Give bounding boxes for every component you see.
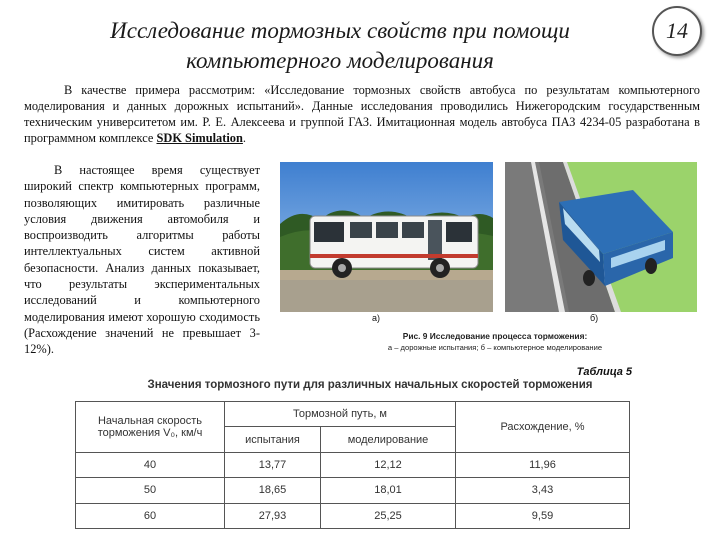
cell-diff: 3,43	[456, 478, 630, 503]
figure-label-b: б)	[590, 313, 599, 323]
figure-caption	[370, 331, 620, 353]
cell-model: 18,01	[321, 478, 456, 503]
intro-end: .	[242, 131, 247, 145]
cell-speed: 60	[76, 503, 225, 528]
table-row	[76, 478, 630, 503]
table-number: Таблица 5	[576, 366, 632, 378]
header-model: моделирование	[321, 427, 456, 452]
header-braking-distance: Тормозной путь, м	[225, 402, 456, 427]
cell-speed: 40	[76, 452, 225, 477]
cell-diff: 9,59	[456, 503, 630, 528]
table-row	[76, 503, 630, 528]
figure-label-a: а)	[372, 313, 381, 323]
header-test: испытания	[225, 427, 321, 452]
road-test-photo	[280, 162, 493, 312]
page-number-badge: 14	[652, 6, 702, 56]
simulation-photo	[505, 162, 697, 312]
braking-distance-table	[75, 401, 630, 529]
title-line-2: компьютерного моделирования	[186, 48, 494, 73]
cell-test: 27,93	[225, 503, 321, 528]
figure-caption-legend: а – дорожные испытания; б – компьютерное моделирование	[387, 343, 603, 352]
sdk-simulation-term: SDK Simulation	[156, 131, 243, 145]
title-line-1: Исследование тормозных свойств при помощи	[110, 18, 570, 43]
table-header-row	[76, 402, 630, 427]
left-column-paragraph: В настоящее время существует широкий спектр компьютерных программ, позволяющих имитировать различные условия движения автомобиля и воспроизводить алгоритмы работы интеллектуальных систем активной безопасности. Анализ данных показывает, что результаты экспериментальных исследований и компьютерного моделирования имеют хорошую сходимость (Расхождение значений не превышает 3-12%).	[24, 163, 260, 357]
page-title	[60, 16, 620, 76]
header-speed: Начальная скорость торможения V₀, км/ч	[76, 402, 225, 453]
intro-paragraph	[24, 82, 700, 146]
cell-speed: 50	[76, 478, 225, 503]
cell-test: 13,77	[225, 452, 321, 477]
table-row	[76, 452, 630, 477]
cell-diff: 11,96	[456, 452, 630, 477]
cell-model: 25,25	[321, 503, 456, 528]
header-difference: Расхождение, %	[456, 402, 630, 453]
cell-test: 18,65	[225, 478, 321, 503]
table-caption: Значения тормозного пути для различных начальных скоростей торможения	[147, 379, 593, 391]
figure-caption-title: Рис. 9 Исследование процесса торможения:	[402, 331, 588, 341]
cell-model: 12,12	[321, 452, 456, 477]
intro-text: В качестве примера рассмотрим: «Исследование тормозных свойств автобуса по результатам компьютерного моделирования и данных дорожных испытаний». Данные исследования проводились Нижегородским государственным техническим университетом им. Р. Е. Алексеева и группой ГАЗ. Имитационная модель автобуса ПАЗ 4234-05 разработана в программном комплексе	[24, 83, 700, 145]
